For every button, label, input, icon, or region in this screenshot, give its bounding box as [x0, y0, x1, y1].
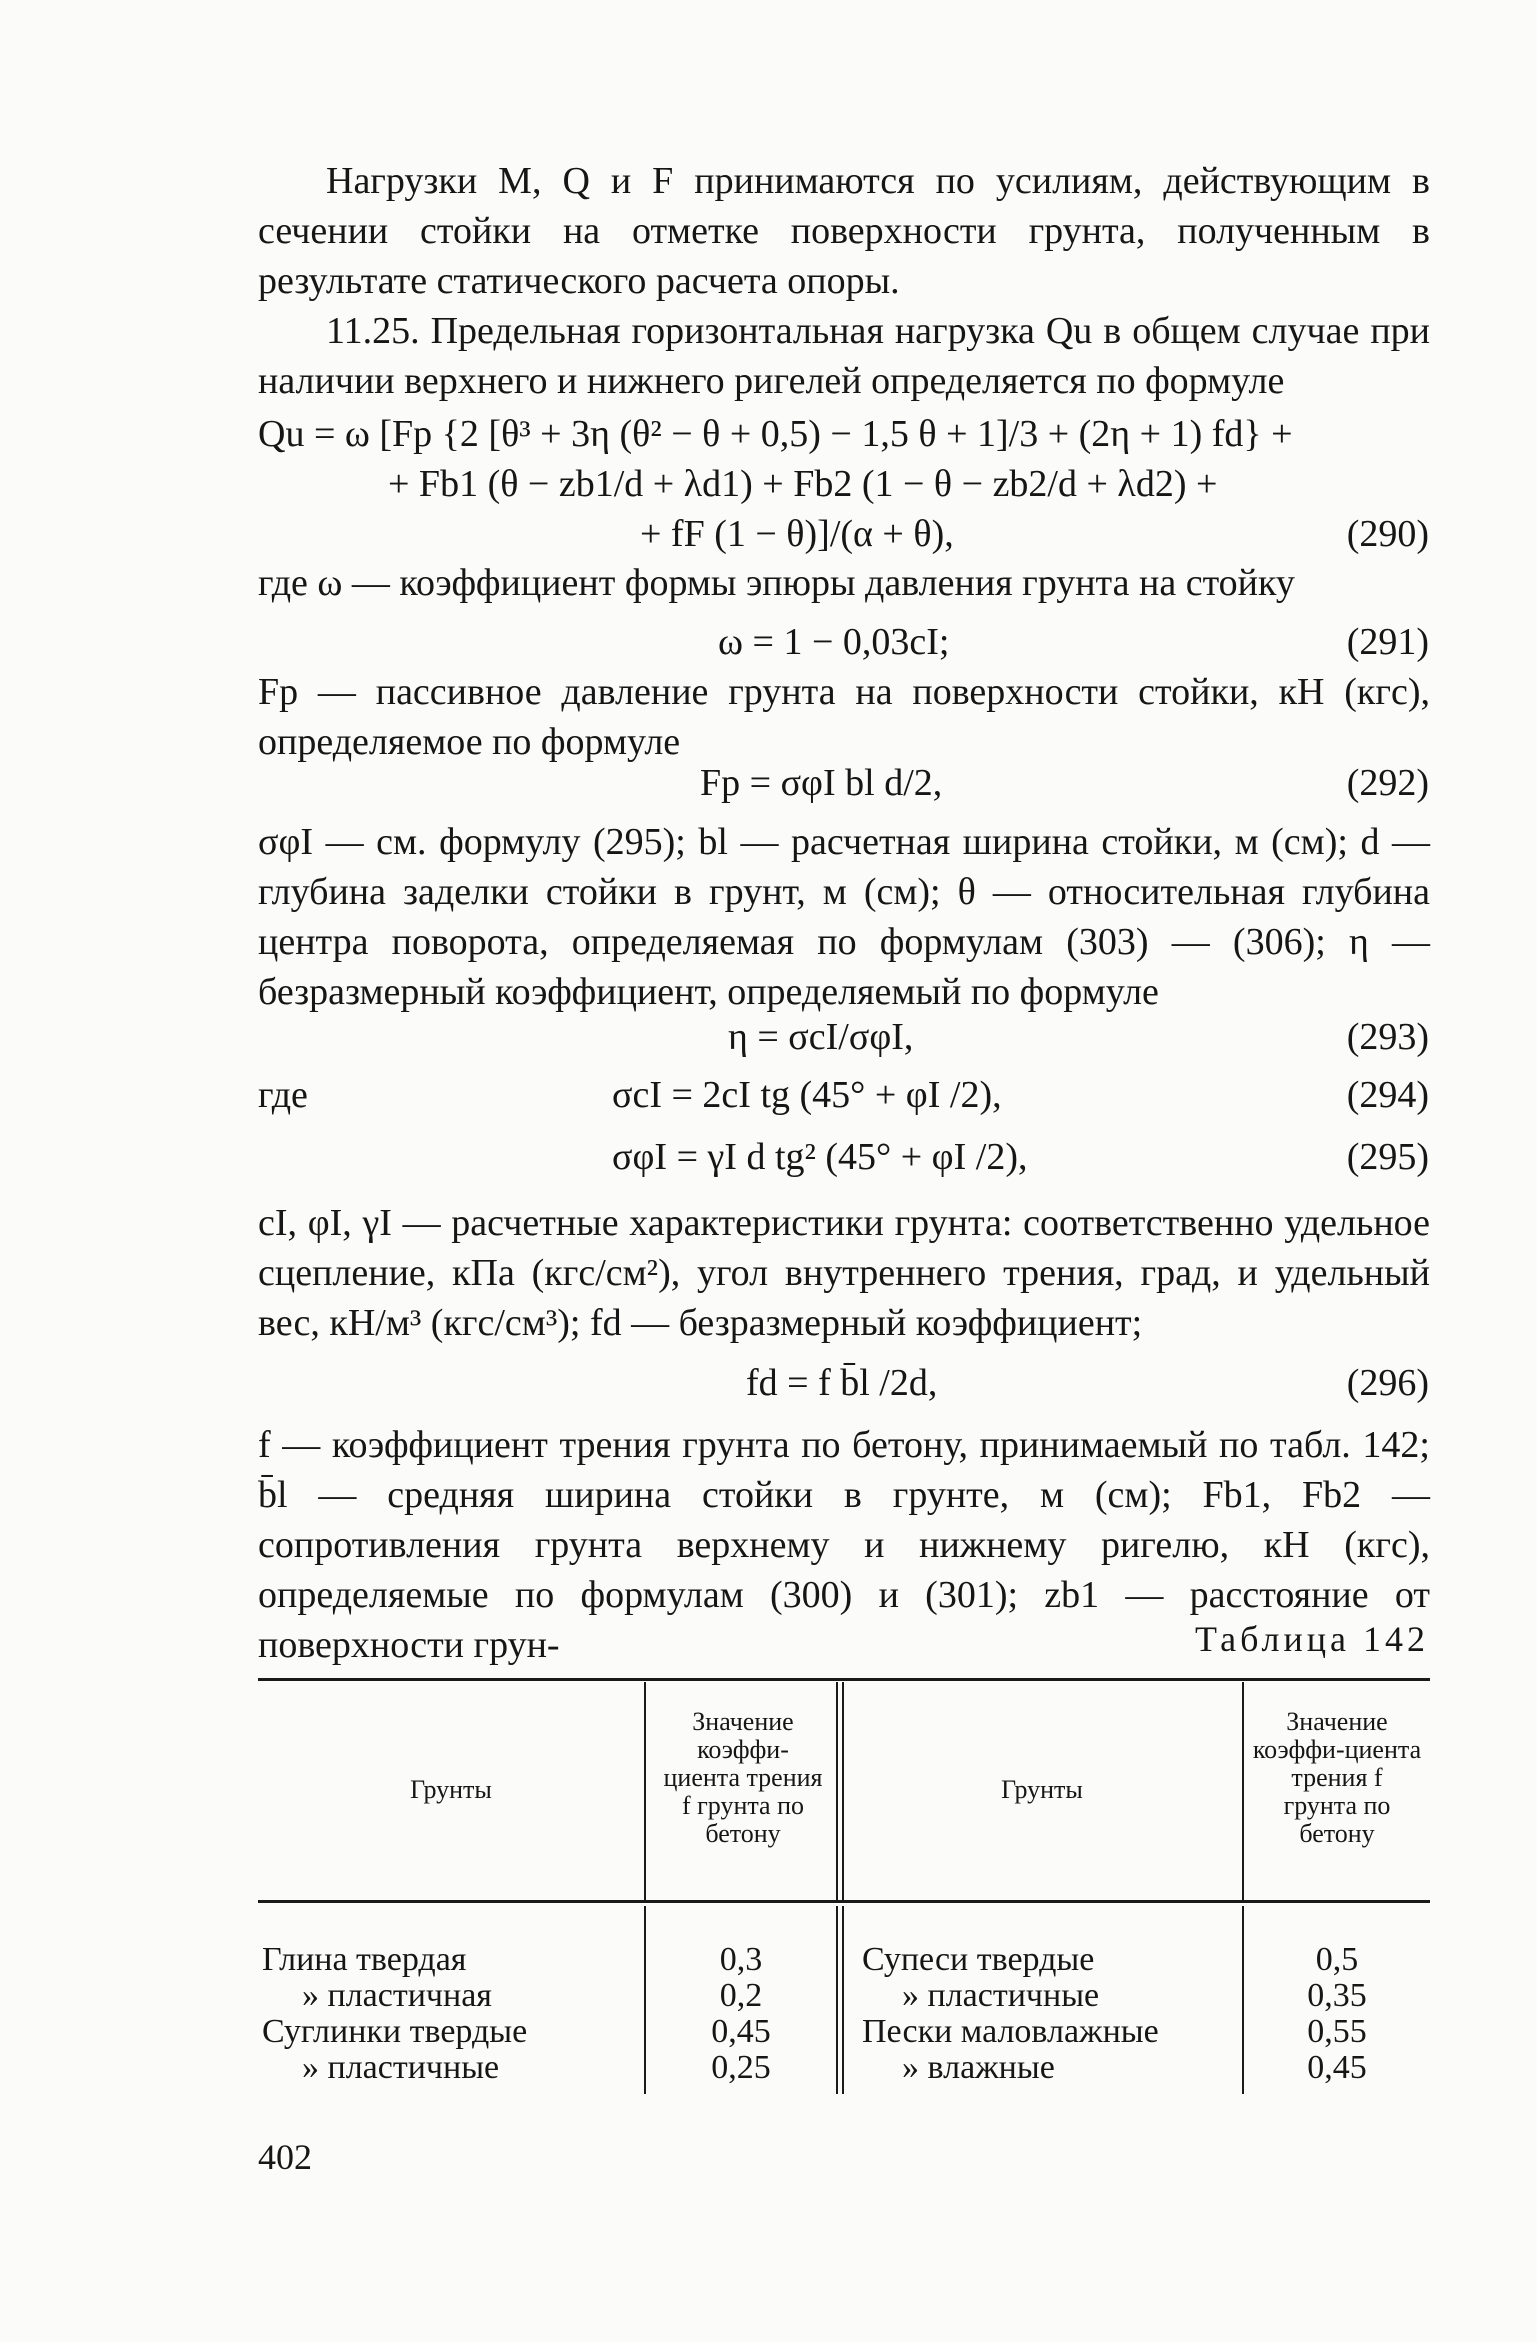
equation-290-line1: Qu = ω [Fp {2 [θ³ + 3η (θ² − θ + 0,5) − 1,5 θ + 1]/3 + (2η + 1) fd} + [258, 413, 1293, 455]
table-cell-soil: Пески маловлажные [862, 2013, 1159, 2050]
table-cell-value: 0,55 [1307, 2013, 1367, 2050]
table-header-coef-right: Значение коэффи-циента трения f грунта по бетону [1252, 1707, 1422, 1848]
table-cell-value: 0,2 [719, 1977, 763, 2014]
table-header-coef-left: Значение коэффи-циента трения f грунта по бетону [663, 1707, 823, 1848]
table-cell-soil: Суглинки твердые [262, 2013, 528, 2050]
paragraph-11-25: 11.25. Предельная горизонтальная нагрузка Qu в общем случае при наличии верхнего и нижнего ригелей определяется по формуле [258, 310, 1430, 402]
equation-290-line3: + fF (1 − θ)]/(α + θ), [640, 513, 954, 555]
equation-number-291: (291) [1346, 621, 1429, 663]
paragraph-fp: Fp — пассивное давление грунта на поверхности стойки, кН (кгс), определяемое по формуле [258, 671, 1430, 763]
table-caption: Таблица 142 [1195, 1619, 1429, 1659]
table-cell-soil: » пластичная [302, 1977, 492, 2014]
table-header-rule [258, 1900, 1430, 1903]
equation-number-296: (296) [1346, 1362, 1429, 1404]
table-cell-soil: » пластичные [302, 2049, 500, 2086]
equation-number-295: (295) [1346, 1136, 1429, 1178]
table-cell-value: 0,5 [1315, 1941, 1359, 1978]
equation-number-293: (293) [1346, 1016, 1429, 1058]
table-header-soil-right: Грунты [1001, 1775, 1083, 1804]
table-cell-value: 0,45 [1307, 2049, 1367, 2086]
table-divider [842, 1906, 844, 2094]
page-number: 402 [258, 2137, 312, 2177]
equation-292: Fp = σφI bl d/2, [700, 762, 943, 804]
table-cell-soil: » пластичные [902, 1977, 1100, 2014]
table-cell-value: 0,3 [719, 1941, 763, 1978]
table-top-rule [258, 1678, 1430, 1681]
equation-296: fd = f b̄l /2d, [746, 1362, 938, 1404]
paragraph-omega: где ω — коэффициент формы эпюры давления грунта на стойку [258, 562, 1295, 604]
table-divider [644, 1682, 646, 1900]
table-cell-value: 0,25 [711, 2049, 771, 2086]
equation-number-294: (294) [1346, 1074, 1429, 1116]
table-header-soil-left: Грунты [410, 1775, 492, 1804]
equation-293: η = σcI/σφI, [728, 1016, 914, 1058]
table-cell-soil: Супеси твердые [862, 1941, 1095, 1978]
table-cell-soil: Глина твердая [262, 1941, 467, 1978]
paragraph-soil-characteristics: cI, φI, γI — расчетные характеристики грунта: соответственно удельное сцепление, кПа (кгс/см²), угол внутреннего трения, град, и удельный вес, кН/м³ (кгс/см³); fd — безразмерный коэффициент; [258, 1202, 1430, 1344]
paragraph-friction: f — коэффициент трения грунта по бетону, принимаемый по табл. 142; b̄l — средняя ширина стойки в грунте, м (см); Fb1, Fb2 — сопротивления грунта верхнему и нижнему ригелю, кН (кгс), определяемые по формулам (300) и (301); zb1 — расстояние от поверхности грун- [258, 1424, 1430, 1666]
table-divider [836, 1682, 838, 1900]
equation-number-292: (292) [1346, 762, 1429, 804]
equation-294: σcI = 2cI tg (45° + φI /2), [612, 1074, 1002, 1116]
paragraph-loads: Нагрузки M, Q и F принимаются по усилиям, действующим в сечении стойки на отметке поверхности грунта, полученным в результате статического расчета опоры. [258, 160, 1430, 302]
table-divider [836, 1906, 838, 2094]
where-label: где [258, 1074, 308, 1116]
table-cell-soil: » влажные [902, 2049, 1055, 2086]
equation-295: σφI = γI d tg² (45° + φI /2), [612, 1136, 1028, 1178]
table-divider [1242, 1682, 1244, 1900]
paragraph-sigma: σφI — см. формулу (295); bl — расчетная ширина стойки, м (см); d — глубина заделки стойки в грунт, м (см); θ — относительная глубина центра поворота, определяемая по формулам (303) — (306); η — безразмерный коэффициент, определяемый по формуле [258, 821, 1430, 1013]
equation-290-line2: + Fb1 (θ − zb1/d + λd1) + Fb2 (1 − θ − zb2/d + λd2) + [388, 463, 1218, 505]
table-cell-value: 0,35 [1307, 1977, 1367, 2014]
table-cell-value: 0,45 [711, 2013, 771, 2050]
equation-291: ω = 1 − 0,03cI; [718, 621, 950, 663]
equation-number-290: (290) [1346, 513, 1429, 555]
